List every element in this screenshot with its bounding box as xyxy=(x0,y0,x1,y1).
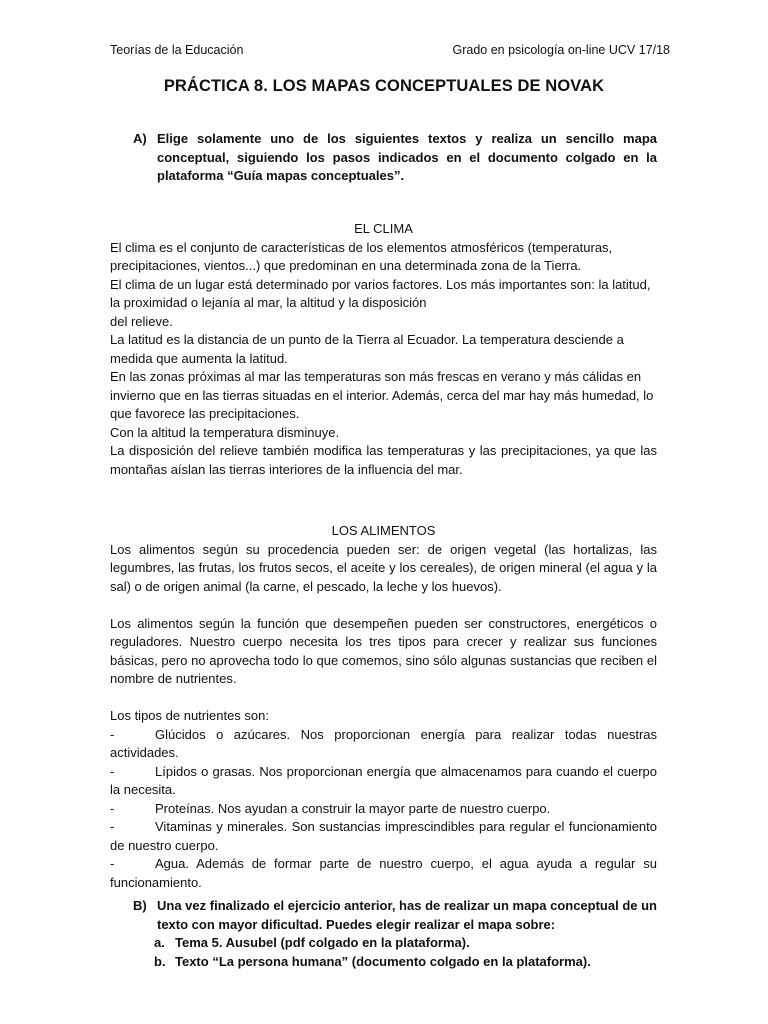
task-a-marker: A) xyxy=(133,131,147,146)
clima-paragraph: Con la altitud la temperatura disminuye. xyxy=(110,424,340,440)
nutrient-item xyxy=(110,800,657,819)
nutrient-item-text: Glúcidos o azúcares. Nos proporcionan energía para realizar todas nuestras actividades. xyxy=(110,726,657,760)
page-title: PRÁCTICA 8. LOS MAPAS CONCEPTUALES DE NOVAK xyxy=(163,77,605,95)
task-a-text: Elige solamente uno de los siguientes textos y realiza un sencillo mapa conceptual, siguiendo los pasos indicados en el documento colgado en la plataforma “Guía mapas conceptuales”. xyxy=(157,131,657,183)
alimentos-heading: LOS ALIMENTOS xyxy=(331,523,436,538)
nutrient-item-text: Vitaminas y minerales. Son sustancias imprescindibles para regular el funcionamiento de nuestro cuerpo. xyxy=(110,819,657,853)
option-text: Tema 5. Ausubel (pdf colgado en la plataforma). xyxy=(175,935,470,950)
nutrients-intro: Los tipos de nutrientes son: xyxy=(110,708,269,723)
clima-paragraph: del relieve. xyxy=(110,313,173,329)
section-alimentos xyxy=(110,522,657,892)
clima-paragraph: El clima es el conjunto de características de los elementos atmosféricos (temperaturas, precipitaciones, vientos...) que predominan en una determinada zona de la Tierra. xyxy=(110,239,613,273)
section-clima xyxy=(110,220,657,479)
header-degree: Grado en psicología on-line UCV 17/18 xyxy=(452,43,670,57)
nutrient-item xyxy=(110,818,657,855)
dash-marker: - xyxy=(110,763,115,779)
nutrient-item xyxy=(110,855,657,892)
option-text: Texto “La persona humana” (documento colgado en la plataforma). xyxy=(175,953,591,969)
nutrient-item xyxy=(110,726,657,763)
clima-paragraph: La latitud es la distancia de un punto de la Tierra al Ecuador. La temperatura desciende a medida que aumenta la latitud. xyxy=(110,332,624,366)
alimentos-paragraph: Los alimentos según su procedencia pueden ser: de origen vegetal (las hortalizas, las legumbres, las frutas, los frutos secos, el aceite y los cereales), de origen mineral (el agua y la sal) o de origen animal (la carne, el pescado, la leche y los huevos). xyxy=(110,541,657,594)
task-b-options xyxy=(154,934,657,971)
nutrient-item xyxy=(110,763,657,800)
dash-marker: - xyxy=(110,819,115,834)
option-marker: a. xyxy=(154,935,165,950)
dash-marker: - xyxy=(110,726,115,742)
task-b xyxy=(133,897,657,971)
nutrient-item-text: Agua. Además de formar parte de nuestro cuerpo, el agua ayuda a regular su funcionamiento. xyxy=(110,856,657,890)
option-marker: b. xyxy=(154,953,166,969)
clima-heading: EL CLIMA xyxy=(354,221,413,236)
dash-marker: - xyxy=(110,856,115,871)
task-b-text: Una vez finalizado el ejercicio anterior, has de realizar un mapa conceptual de un texto con mayor dificultad. Puedes elegir realizar el mapa sobre: xyxy=(157,898,657,932)
header-course: Teorías de la Educación xyxy=(110,43,244,57)
clima-paragraph: El clima de un lugar está determinado por varios factores. Los más importantes son: la latitud, la proximidad o lejanía al mar, la altitud y la disposición xyxy=(110,276,651,310)
task-b-option xyxy=(154,934,657,953)
task-a xyxy=(133,130,657,186)
task-b-marker: B) xyxy=(133,898,147,913)
dash-marker: - xyxy=(110,800,115,816)
nutrient-item-text: Proteínas. Nos ayudan a construir la mayor parte de nuestro cuerpo. xyxy=(155,800,551,816)
alimentos-paragraph: Los alimentos según la función que desempeñen pueden ser constructores, energéticos o reguladores. Nuestro cuerpo necesita los tres tipos para crecer y realizar sus funciones básicas, pero no aprovecha todo lo que comemos, sino sólo algunas sustancias que reciben el nombre de nutrientes. xyxy=(110,615,657,686)
clima-paragraph: La disposición del relieve también modifica las temperaturas y las precipitaciones, ya que las montañas aíslan las tierras interiores de la influencia del mar. xyxy=(110,443,657,477)
task-b-option xyxy=(154,953,657,972)
clima-paragraph: En las zonas próximas al mar las temperaturas son más frescas en verano y más cálidas en invierno que en las tierras situadas en el interior. Además, cerca del mar hay más humedad, lo que favorece las precipitaciones. xyxy=(110,369,654,421)
nutrient-item-text: Lípidos o grasas. Nos proporcionan energía que almacenamos para cuando el cuerpo la necesita. xyxy=(110,763,657,797)
